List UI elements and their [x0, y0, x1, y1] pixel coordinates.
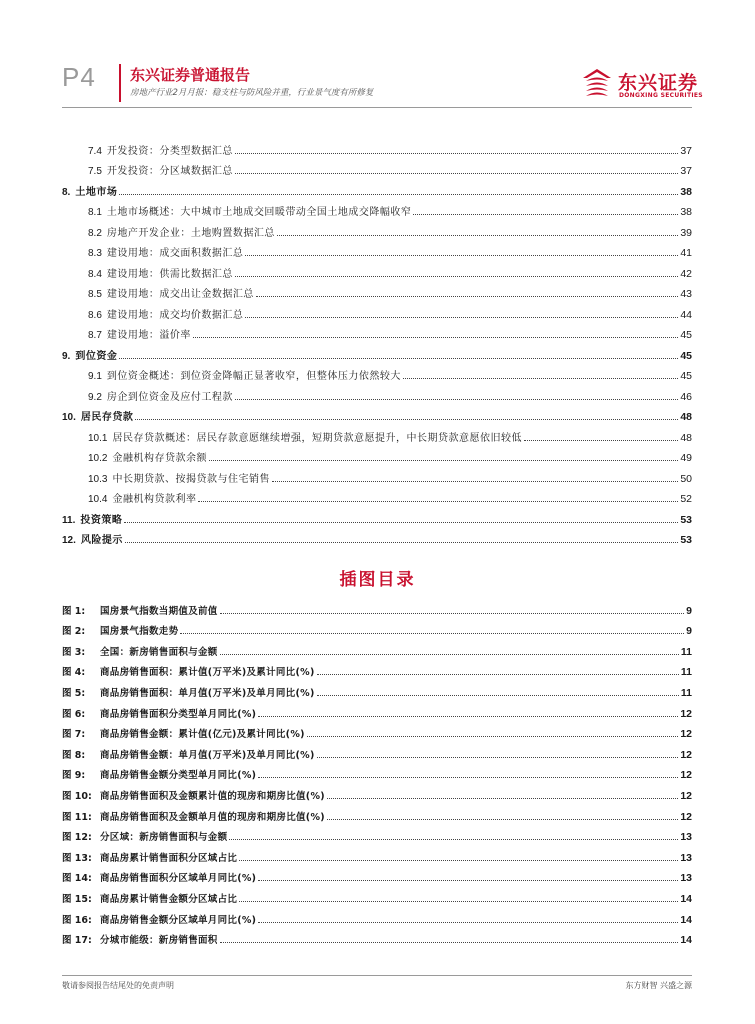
figure-entry[interactable]: [62, 802, 692, 823]
report-subtitle: 房地产行业2月月报：稳支柱与防风险并重，行业景气度有所修复: [130, 88, 374, 98]
dot-leader: [245, 255, 678, 256]
dot-leader: [198, 501, 678, 502]
figure-title: 商品房销售金额：累计值(亿元)及累计同比(%): [100, 729, 305, 741]
figure-label: 图 6:: [62, 708, 86, 720]
figure-label: 图 9:: [62, 770, 86, 782]
figure-entry[interactable]: [62, 699, 692, 720]
figure-label: 图 3:: [62, 646, 86, 658]
figure-title: 商品房销售面积及金额累计值的现房和期房比值(%): [100, 790, 325, 802]
toc-entry-page: 45: [680, 329, 692, 341]
figure-entry[interactable]: [62, 843, 692, 864]
toc-entry-title: 建设用地：成交出让金数据汇总: [106, 289, 254, 300]
toc-entry-number: 9.1: [88, 371, 102, 382]
dot-leader: [258, 880, 678, 881]
dot-leader: [317, 674, 679, 675]
toc-entry[interactable]: [62, 218, 692, 239]
toc-entry-title: 开发投资：分类型数据汇总: [106, 145, 233, 157]
toc-entry[interactable]: [62, 505, 692, 526]
figure-entry[interactable]: [62, 926, 692, 947]
figure-title: 商品房销售金额分类型单月同比(%): [100, 770, 257, 782]
toc-entry[interactable]: [62, 198, 692, 219]
figure-page: 14: [680, 892, 692, 905]
toc-entry[interactable]: [62, 239, 692, 260]
toc-entry-title: 到位资金: [75, 350, 118, 362]
toc-entry-page: 38: [680, 206, 692, 218]
figure-label: 图 13:: [62, 852, 92, 864]
dot-leader: [403, 378, 678, 379]
figure-title: 全国：新房销售面积与金额: [100, 646, 218, 658]
header-accent-bar: [119, 64, 121, 102]
figure-page: 12: [680, 810, 692, 823]
toc-entry[interactable]: [62, 136, 692, 157]
dot-leader: [235, 173, 678, 174]
toc-entry-number: 7.5: [88, 166, 102, 177]
toc-entry-title: 金融机构贷款利率: [112, 494, 197, 505]
toc-entry-number: 7.4: [88, 145, 102, 157]
figure-page: 13: [680, 851, 692, 864]
report-type-title: 东兴证券普通报告: [130, 66, 251, 84]
toc-entry-title: 风险提示: [80, 535, 123, 546]
toc-entry[interactable]: [62, 362, 692, 383]
toc-entry-title: 投资策略: [80, 514, 123, 526]
figure-list: [62, 596, 692, 946]
toc-entry-number: 10.4: [88, 494, 108, 505]
figure-label: 图 8:: [62, 749, 86, 761]
figure-label: 图 16:: [62, 914, 92, 926]
dot-leader: [229, 839, 678, 840]
figure-page: 12: [680, 748, 692, 761]
toc-entry[interactable]: [62, 157, 692, 178]
toc-entry-page: 53: [680, 513, 692, 526]
toc-entry-page: 50: [680, 472, 692, 485]
figure-title: 分城市能级：新房销售面积: [100, 935, 218, 947]
toc-entry-number: 12.: [62, 535, 76, 546]
figure-title: 商品房累计销售金额分区域占比: [100, 893, 238, 905]
dot-leader: [272, 481, 678, 482]
toc-entry-title: 开发投资：分区域数据汇总: [106, 166, 233, 177]
dot-leader: [235, 399, 678, 400]
toc-entry[interactable]: [62, 280, 692, 301]
toc-entry-number: 8.3: [88, 248, 102, 259]
toc-entry-page: 48: [680, 411, 692, 423]
toc-entry-title: 金融机构存贷款余额: [112, 453, 207, 464]
figure-entry[interactable]: [62, 617, 692, 638]
dot-leader: [209, 460, 678, 461]
figure-page: 12: [680, 789, 692, 802]
dot-leader: [327, 798, 678, 799]
dot-leader: [524, 440, 678, 441]
toc-entry[interactable]: [62, 444, 692, 465]
figure-label: 图 15:: [62, 893, 92, 905]
figure-page: 12: [680, 707, 692, 720]
dot-leader: [317, 757, 679, 758]
toc-entry-page: 45: [680, 349, 692, 362]
figure-entry[interactable]: [62, 637, 692, 658]
figure-label: 图 12:: [62, 832, 92, 844]
figure-label: 图 14:: [62, 873, 92, 885]
footer-divider: [62, 975, 692, 976]
dot-leader: [413, 214, 678, 215]
toc-entry-number: 8.7: [88, 330, 102, 341]
dot-leader: [180, 633, 684, 634]
dot-leader: [239, 860, 678, 861]
figure-entry[interactable]: [62, 740, 692, 761]
dot-leader: [220, 613, 685, 614]
dot-leader: [193, 337, 678, 338]
header-divider: [62, 107, 692, 108]
figure-page: 11: [680, 686, 692, 699]
toc-entry-number: 8.2: [88, 227, 102, 239]
dot-leader: [220, 942, 679, 943]
toc-entry-title: 土地市场概述：大中城市土地成交回暖带动全国土地成交降幅收窄: [106, 207, 412, 218]
toc-entry[interactable]: [62, 177, 692, 198]
figure-entry[interactable]: [62, 596, 692, 617]
figure-page: 12: [680, 769, 692, 782]
figure-title: 商品房销售面积：单月值(万平米)及单月同比(%): [100, 687, 315, 699]
dot-leader: [327, 819, 678, 820]
toc-entry-title: 建设用地：成交均价数据汇总: [106, 309, 244, 321]
figure-label: 图 7:: [62, 729, 86, 741]
figure-entry[interactable]: [62, 884, 692, 905]
figure-title: 国房景气指数当期值及前值: [100, 605, 218, 617]
toc-entry-page: 46: [680, 390, 692, 403]
toc-entry-page: 52: [680, 493, 692, 505]
footer-disclaimer: 敬请参阅报告结尾处的免责声明: [62, 981, 174, 990]
toc-entry-page: 44: [680, 308, 692, 321]
logo-chinese-name: 东兴证券: [618, 72, 699, 94]
toc-entry-number: 10.2: [88, 453, 108, 464]
dot-leader: [245, 317, 678, 318]
page-number: P4: [62, 62, 96, 92]
figure-page: 11: [680, 645, 692, 658]
toc-entry-title: 中长期贷款、按揭贷款与住宅销售: [112, 473, 270, 485]
toc-entry[interactable]: [62, 423, 692, 444]
figure-title: 商品房销售金额：单月值(万平米)及单月同比(%): [100, 749, 315, 761]
figure-page: 14: [680, 913, 692, 926]
dot-leader: [258, 777, 678, 778]
toc-entry-title: 居民存贷款概述：居民存款意愿继续增强，短期贷款意愿提升，中长期贷款意愿依旧较低: [112, 432, 522, 444]
figure-page: 13: [680, 872, 692, 885]
toc-entry-number: 8.4: [88, 268, 102, 280]
toc-entry-page: 48: [680, 431, 692, 444]
toc-entry[interactable]: [62, 464, 692, 485]
logo-mark-icon: [580, 66, 614, 100]
logo-english-name: DONGXING SECURITIES: [619, 92, 703, 99]
dot-leader: [135, 419, 678, 420]
toc-entry-page: 37: [680, 144, 692, 157]
figure-title: 商品房销售面积：累计值(万平米)及累计同比(%): [100, 667, 315, 679]
toc-entry-number: 10.3: [88, 473, 108, 485]
figure-entry[interactable]: [62, 905, 692, 926]
figure-title: 商品房销售面积分类型单月同比(%): [100, 708, 257, 720]
figure-entry[interactable]: [62, 678, 692, 699]
dot-leader: [277, 235, 678, 236]
toc-entry-title: 建设用地：供需比数据汇总: [106, 268, 233, 280]
toc-entry[interactable]: [62, 321, 692, 342]
dot-leader: [124, 522, 678, 523]
toc-entry-page: 39: [680, 226, 692, 239]
toc-entry-page: 41: [680, 247, 692, 259]
dot-leader: [235, 276, 678, 277]
toc-entry-number: 8.6: [88, 309, 102, 321]
toc-entry-title: 居民存贷款: [80, 412, 134, 423]
toc-entry[interactable]: [62, 382, 692, 403]
figure-title: 商品房销售金额分区域单月同比(%): [100, 914, 257, 926]
toc-entry-page: 37: [680, 165, 692, 177]
figure-label: 图 5:: [62, 687, 86, 699]
figure-page: 13: [680, 831, 692, 844]
dot-leader: [256, 296, 678, 297]
toc-entry-number: 11.: [62, 514, 76, 526]
toc-entry-number: 8.: [62, 186, 71, 198]
table-of-contents: [62, 136, 692, 546]
figure-entry[interactable]: [62, 781, 692, 802]
company-logo: [580, 66, 703, 102]
toc-entry-page: 45: [680, 370, 692, 382]
figure-label: 图 2:: [62, 626, 86, 638]
toc-entry-title: 到位资金概述：到位资金降幅正显著收窄，但整体压力依然较大: [106, 371, 401, 382]
toc-entry-page: 42: [680, 267, 692, 280]
toc-entry-page: 38: [680, 185, 692, 198]
figure-entry[interactable]: [62, 658, 692, 679]
dot-leader: [258, 922, 678, 923]
toc-entry[interactable]: [62, 259, 692, 280]
figure-title: 商品房销售面积分区域单月同比(%): [100, 873, 257, 885]
figure-page: 9: [686, 604, 692, 617]
toc-entry[interactable]: [62, 403, 692, 424]
figure-title: 商品房累计销售面积分区域占比: [100, 852, 238, 864]
dot-leader: [125, 542, 678, 543]
dot-leader: [119, 194, 678, 195]
figure-entry[interactable]: [62, 720, 692, 741]
figure-entry[interactable]: [62, 864, 692, 885]
toc-entry-title: 土地市场: [75, 186, 118, 198]
toc-entry-number: 10.: [62, 412, 76, 423]
dot-leader: [258, 716, 678, 717]
dot-leader: [220, 654, 679, 655]
toc-entry[interactable]: [62, 300, 692, 321]
dot-leader: [317, 695, 679, 696]
figure-title: 商品房销售面积及金额单月值的现房和期房比值(%): [100, 811, 325, 823]
dot-leader: [119, 358, 678, 359]
toc-entry-number: 9.2: [88, 391, 102, 403]
toc-entry-number: 10.1: [88, 432, 108, 444]
toc-entry-title: 建设用地：溢价率: [106, 330, 191, 341]
figure-title: 分区域：新房销售面积与金额: [100, 832, 228, 844]
dot-leader: [307, 736, 679, 737]
toc-entry-page: 43: [680, 288, 692, 300]
toc-entry-number: 8.1: [88, 207, 102, 218]
figure-entry[interactable]: [62, 761, 692, 782]
toc-entry-number: 9.: [62, 350, 71, 362]
figure-label: 图 10:: [62, 790, 92, 802]
toc-entry-number: 8.5: [88, 289, 102, 300]
figure-label: 图 1:: [62, 605, 86, 617]
dot-leader: [239, 901, 678, 902]
toc-entry-page: 49: [680, 452, 692, 464]
figure-page: 14: [680, 934, 692, 947]
toc-entry-title: 房企到位资金及应付工程款: [106, 391, 233, 403]
figure-entry[interactable]: [62, 823, 692, 844]
footer-slogan: 东方财智 兴盛之源: [625, 981, 692, 990]
toc-entry-title: 建设用地：成交面积数据汇总: [106, 248, 244, 259]
figure-label: 图 4:: [62, 667, 86, 679]
toc-entry[interactable]: [62, 526, 692, 547]
figure-page: 12: [680, 728, 692, 741]
figure-page: 9: [686, 625, 692, 638]
figure-label: 图 11:: [62, 811, 92, 823]
figure-page: 11: [680, 666, 692, 679]
toc-entry-title: 房地产开发企业：土地购置数据汇总: [106, 227, 275, 239]
toc-entry-page: 53: [680, 534, 692, 546]
toc-entry[interactable]: [62, 341, 692, 362]
figures-heading: 插图目录: [339, 570, 416, 590]
toc-entry[interactable]: [62, 485, 692, 506]
dot-leader: [235, 153, 678, 154]
figure-title: 国房景气指数走势: [100, 626, 179, 638]
figure-label: 图 17:: [62, 935, 92, 947]
